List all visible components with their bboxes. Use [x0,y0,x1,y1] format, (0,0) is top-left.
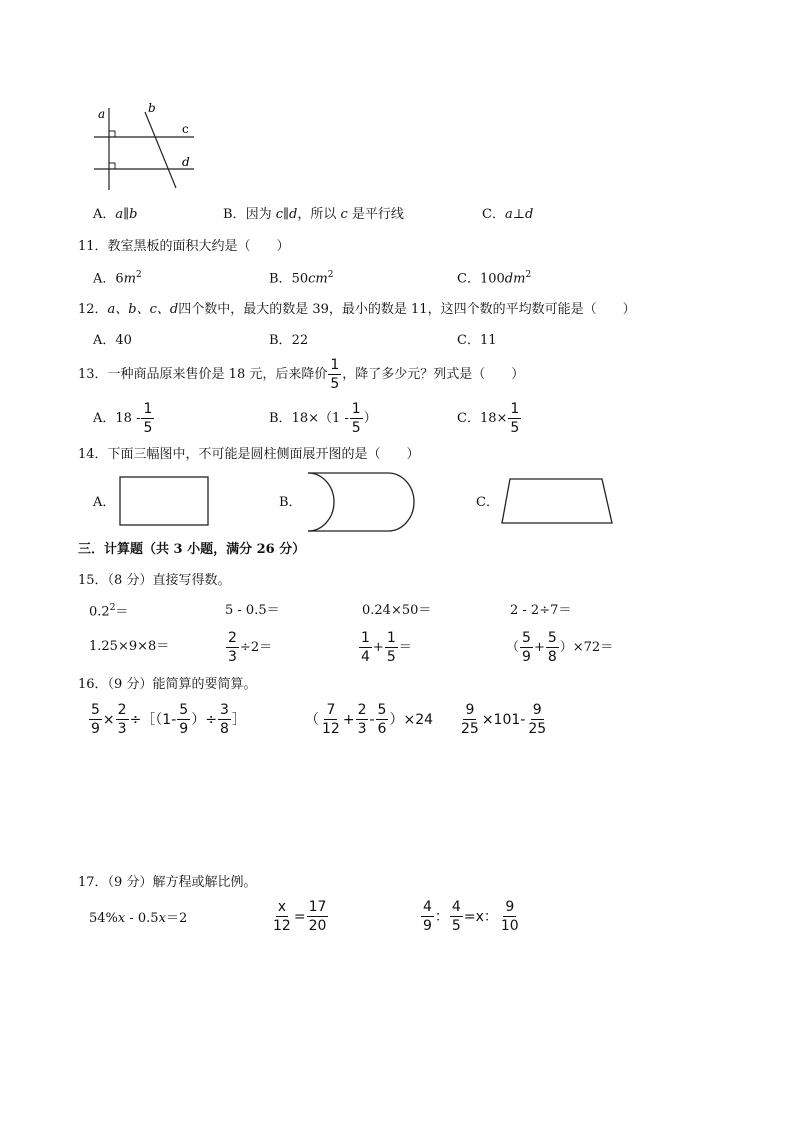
fraction: $\frac{5}{9}$ [91,702,100,737]
q17-stem: 17．（9 分）解方程或解比例。 [78,875,257,890]
fraction: $\frac{1}{5}$ [386,630,396,665]
fraction: $\frac{5}{9}$ [179,702,189,737]
q10-option-b: B．因为 c∥d，所以 c 是平行线 [223,207,404,222]
label-b: b [148,101,156,115]
fraction: $\frac{7}{12}$ [322,702,340,737]
q15-stem: 15．（8 分）直接写得数。 [78,573,231,588]
q13-fraction: $\frac{1}{5}$ [330,357,340,392]
right-angle-mark-2 [109,163,115,169]
q13-option-a: A． 18 - $\frac{1}{5}$ [93,401,153,436]
q16-expr-2: （ $\frac{7}{12}$ + $\frac{2}{3}$ - $\frac{5}{6}$ ）×24 [305,702,434,737]
fraction: $\frac{4}{9}$ [423,899,432,934]
q14-stem: 14．下面三幅图中，不可能是圆柱侧面展开图的是（ ） [78,447,420,462]
q13-stem: 13．一种商品原来售价是 18 元，后来降价 $\frac{1}{5}$ ，降了多少元？列式是（ ） [78,357,525,392]
q17-expr-1: 54%x - 0.5x＝2 [89,911,188,926]
q14-option-b-label: B． [279,495,302,510]
curved-band-shape [300,472,415,532]
q15-expr-7: $\frac{1}{4}$ + $\frac{1}{5}$ ＝ [361,630,412,665]
fraction: $\frac{2}{3}$ [357,702,367,737]
right-angle-mark-1 [109,131,115,137]
q15-expr-1: $0.2^2=$ [89,603,129,620]
q14-option-c-label: C． [476,495,499,510]
fraction: $\frac{5}{9}$ [522,630,531,665]
q10-option-c: C．a⊥d [482,207,534,222]
q13-option-c: C． 18× $\frac{1}{5}$ [457,401,520,436]
fraction: $\frac{x}{12}$ [273,899,291,934]
fraction: $\frac{4}{5}$ [451,899,461,934]
fraction: $\frac{2}{3}$ [228,630,237,665]
q17-expr-2: $\frac{x}{12}$ = $\frac{17}{20}$ [273,899,327,934]
q12-stem: 12．a、b、c、d四个数中，最大的数是 39，最小的数是 11，这四个数的平均数可能是（ ） [78,302,636,317]
q17-expr-3: $\frac{4}{9}$ ： $\frac{4}{5}$ =x： $\frac{9}{10}$ [423,899,519,934]
fraction: $\frac{17}{20}$ [308,899,327,934]
fraction: $\frac{1}{5}$ [351,401,361,436]
q11-option-a: A．$6m^2$ [93,270,142,287]
fraction: $\frac{9}{25}$ [528,702,547,737]
q14-option-a-label: A． [93,495,116,510]
q13-option-b: B． 18×（1 - $\frac{1}{5}$ ） [269,401,377,436]
label-c: c [182,122,189,136]
label-d: d [182,155,190,169]
q11-option-c: C．$100dm^2$ [457,270,532,287]
fraction: $\frac{5}{8}$ [547,630,557,665]
label-a: a [98,107,106,121]
fraction: $\frac{1}{5}$ [510,401,520,436]
q15-expr-8: （ $\frac{5}{9}$ + $\frac{5}{8}$ ）×72＝ [506,630,614,665]
rectangle-shape [119,476,209,526]
line-b [145,112,176,188]
fraction: $\frac{3}{8}$ [219,702,229,737]
q12-option-a: A．40 [93,333,132,348]
q15-expr-4: 2 - 2÷7＝ [510,603,572,618]
parallel-lines-figure [92,100,197,192]
section-title: 三．计算题（共 3 小题，满分 26 分） [78,542,306,557]
q16-expr-3: $\frac{9}{25}$ ×101- $\frac{9}{25}$ [461,702,547,737]
trapezoid-shape [500,478,614,524]
q11-option-b: B．$50cm^2$ [269,270,334,287]
fraction: $\frac{9}{10}$ [500,899,519,934]
q10-option-a: A．a∥b [93,207,138,222]
fraction: $\frac{2}{3}$ [117,702,127,737]
q15-expr-3: 0.24×50＝ [362,603,432,618]
fraction: $\frac{1}{5}$ [143,401,153,436]
q12-option-c: C．11 [457,333,497,348]
fraction: $\frac{1}{4}$ [361,630,370,665]
q15-expr-2: 5 - 0.5＝ [225,603,280,618]
fraction: $\frac{5}{6}$ [377,702,387,737]
fraction: $\frac{9}{25}$ [461,702,479,737]
q11-stem: 11．教室黑板的面积大约是（ ） [78,239,290,254]
q15-expr-5: 1.25×9×8＝ [89,639,170,654]
q12-option-b: B．22 [269,333,309,348]
q15-expr-6: $\frac{2}{3}$ ÷2＝ [228,630,273,665]
q16-expr-1: $\frac{5}{9}$ × $\frac{2}{3}$ ÷［（1- $\frac{5}{9}$ ）÷ $\frac{3}{8}$ ］ [91,702,246,737]
q16-stem: 16．（9 分）能简算的要简算。 [78,677,257,692]
